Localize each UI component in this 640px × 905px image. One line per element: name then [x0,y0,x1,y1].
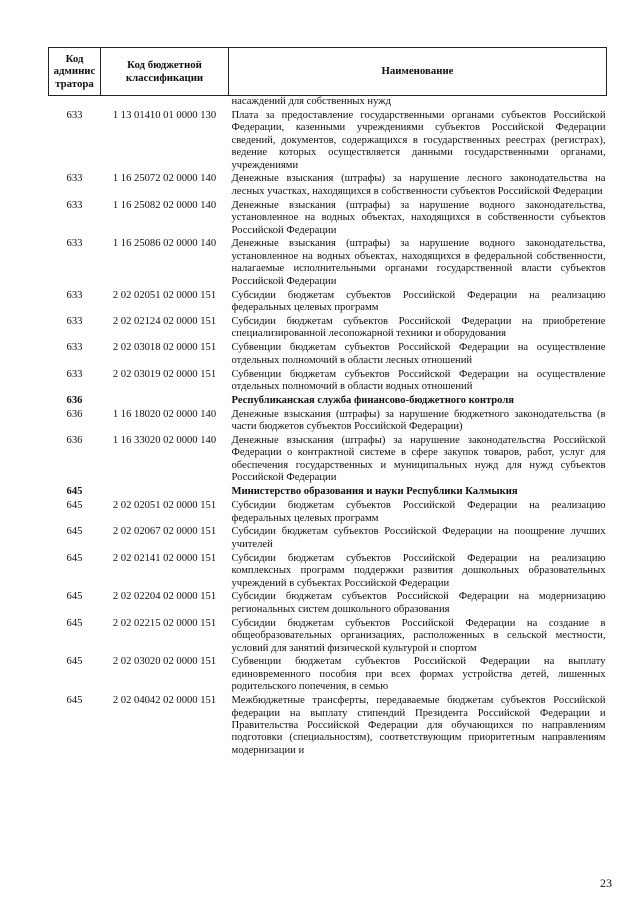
header-admin-code: Код админис тратора [49,48,101,96]
budget-code-cell: 2 02 03020 02 0000 151 [112,656,217,668]
name-cell: Субсидии бюджетам субъектов Российской Федерации на создание в общеобразовательных организациях, расположенных в сельской местности, условий для занятий физической культурой и спортом [231,617,606,654]
table-row [49,591,607,617]
header-name: Наименование [229,48,607,96]
admin-code-cell: 645 [66,500,83,512]
admin-code-cell: 645 [66,656,83,668]
table-row [49,173,607,199]
name-cell: Министерство образования и науки Республики Калмыкия [231,486,518,498]
header-row [49,48,607,96]
table-row [49,110,607,174]
admin-code-cell: 633 [66,315,83,327]
admin-code-cell: 645 [66,591,83,603]
table-row [49,435,607,486]
table-row [49,342,607,368]
name-cell: Субсидии бюджетам субъектов Российской Федерации на реализацию комплексных программ поддержки развития дошкольных образовательных учреждений в субъектах Российской Федерации [231,552,606,589]
admin-code-cell: 633 [66,199,83,211]
table-row [49,316,607,342]
budget-code-cell [101,96,229,110]
name-cell: Денежные взыскания (штрафы) за нарушение законодательства Российской Федерации о контрактной системе в сфере закупок товаров, работ, услуг для обеспечения государственных и муниципальных нужд для нужд субъектов Российской Федерации [231,435,606,484]
budget-code-cell: 2 02 03019 02 0000 151 [112,368,217,380]
table-row [49,500,607,526]
admin-code-cell [49,96,101,110]
table-row [49,656,607,695]
admin-code-cell: 633 [66,109,83,121]
admin-code-cell: 636 [66,408,83,420]
table-row [49,369,607,395]
name-cell: Субвенции бюджетам субъектов Российской Федерации на выплату единовременного пособия при всех формах устройства детей, лишенных родительского попечения, в семью [231,656,606,693]
admin-code-cell: 636 [66,394,83,406]
name-cell: Межбюджетные трансферты, передаваемые бюджетам субъектов Российской федерации на выплату стипендий Президента Российской Федерации и Правительства Российской Федерации для обучающихся по направлениям подготовки (специальностям), соответствующим приоритетным направлениям модернизации и [231,695,606,756]
budget-code-cell: 2 02 02067 02 0000 151 [112,526,217,538]
name-cell: Субсидии бюджетам субъектов Российской Федерации на реализацию федеральных целевых программ [231,289,606,313]
name-cell: Плата за предоставление государственными органами субъектов Российской Федерации, казенными учреждениями субъектов Российской Федерации сведений, документов, содержащихся в государственных реестрах (регистрах), ведение которых осуществляется данными государственными органами, учреждениями [231,109,606,171]
admin-code-cell: 645 [66,526,83,538]
name-cell: Субсидии бюджетам субъектов Российской Федерации на реализацию федеральных целевых программ [231,500,606,524]
table-row [49,695,607,759]
table-row [49,618,607,657]
budget-code-cell: 1 16 25072 02 0000 140 [112,173,217,185]
table-row [49,96,607,110]
budget-code-cell: 2 02 02204 02 0000 151 [112,591,217,603]
name-cell: Субвенции бюджетам субъектов Российской Федерации на осуществление отдельных полномочий в области водных отношений [231,368,606,392]
table-row [49,409,607,435]
budget-code-cell: 2 02 04042 02 0000 151 [112,695,217,707]
budget-code-cell: 1 16 25086 02 0000 140 [112,238,217,250]
budget-code-cell: 2 02 02141 02 0000 151 [112,552,217,564]
admin-code-cell: 633 [66,342,83,354]
page-number: 23 [600,876,612,890]
admin-code-cell: 636 [66,435,83,447]
name-cell: Республиканская служба финансово-бюджетного контроля [231,394,515,406]
budget-code-cell: 1 13 01410 01 0000 130 [112,109,217,121]
name-cell: Субсидии бюджетам субъектов Российской Федерации на поощрение лучших учителей [231,526,606,550]
section-header-row [49,395,607,409]
budget-code-cell: 1 16 18020 02 0000 140 [112,408,217,420]
admin-code-cell: 633 [66,238,83,250]
admin-code-cell: 633 [66,173,83,185]
name-cell: Денежные взыскания (штрафы) за нарушение лесного законодательства на лесных участках, находящихся в собственности субъектов Российской Федерации [231,173,606,197]
budget-code-cell: 1 16 33020 02 0000 140 [112,435,217,447]
table-row [49,553,607,592]
budget-code-cell: 1 16 25082 02 0000 140 [112,199,217,211]
admin-code-cell: 633 [66,368,83,380]
name-cell: Денежные взыскания (штрафы) за нарушение бюджетного законодательства (в части бюджетов субъектов Российской Федерации) [231,408,606,433]
budget-code-cell [101,486,229,500]
table-row [49,290,607,316]
header-budget-code: Код бюджетной классификации [101,48,229,96]
name-cell: Субсидии бюджетам субъектов Российской Федерации на модернизацию региональных систем дошкольного образования [231,591,606,615]
section-header-row [49,486,607,500]
budget-code-cell: 2 02 02124 02 0000 151 [112,315,217,327]
name-cell: Денежные взыскания (штрафы) за нарушение водного законодательства, установленное на водных объектах, находящихся в собственности субъектов Российской Федерации [231,199,606,236]
name-cell: Субсидии бюджетам субъектов Российской Федерации на приобретение специализированной лесопожарной техники и оборудования [231,315,606,340]
admin-code-cell: 633 [66,289,83,301]
budget-code-cell: 2 02 02215 02 0000 151 [112,617,217,629]
admin-code-cell: 645 [66,695,83,707]
admin-code-cell: 645 [66,552,83,564]
table-row [49,526,607,552]
budget-code-cell: 2 02 02051 02 0000 151 [112,500,217,512]
budget-code-cell: 2 02 02051 02 0000 151 [112,289,217,301]
table-header [49,48,607,96]
table-row [49,238,607,289]
name-cell: Денежные взыскания (штрафы) за нарушение водного законодательства, установленное на водных объектах, находящихся в федеральной собственности, налагаемые исполнительными органами государственной власти субъектов Российской Федерации [231,238,606,287]
name-cell: Субвенции бюджетам субъектов Российской Федерации на осуществление отдельных полномочий в области лесных отношений [231,342,606,366]
budget-codes-table [48,47,607,759]
name-cell: насаждений для собственных нужд [231,96,391,107]
table-body [49,96,607,759]
budget-code-cell: 2 02 03018 02 0000 151 [112,342,217,354]
table-row [49,200,607,239]
admin-code-cell: 645 [66,486,83,498]
admin-code-cell: 645 [66,617,83,629]
budget-code-cell [101,395,229,409]
